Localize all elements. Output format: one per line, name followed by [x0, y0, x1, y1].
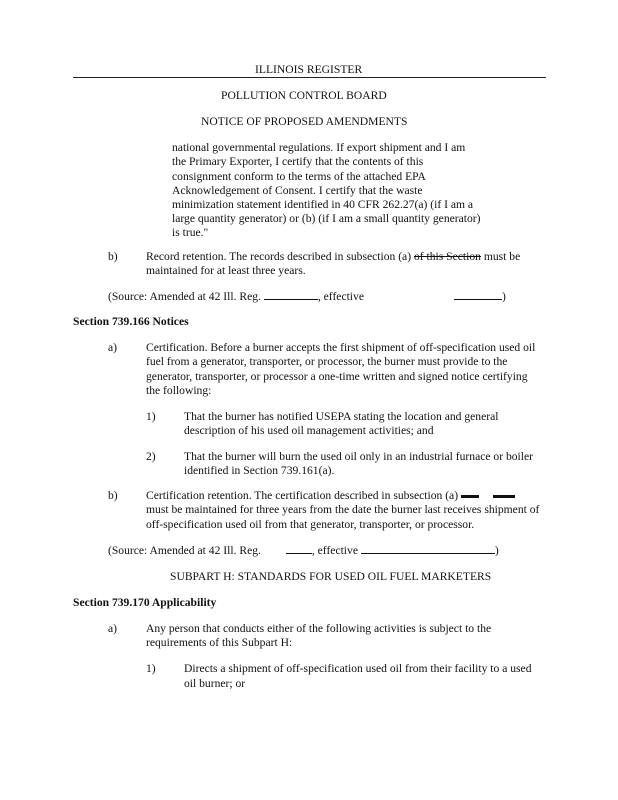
text-line: maintained for at least three years.: [146, 264, 306, 277]
text-line: oil burner; or: [184, 677, 246, 690]
item-label: b): [108, 489, 118, 502]
text-line: large quantity generator) or (b) (if I am a small quantity generator): [172, 212, 481, 225]
blank: [264, 289, 318, 300]
struck-text: of this Section: [413, 250, 481, 263]
blank: [361, 543, 495, 554]
text: must be: [480, 250, 521, 263]
text-line: [146, 489, 515, 503]
text-line: That the burner has notified USEPA stating the location and general: [184, 410, 499, 423]
item-label: a): [108, 622, 118, 635]
text: Record retention. The records described in subsection (a): [146, 250, 414, 263]
text-line: the following:: [146, 384, 212, 397]
redaction-mark: [493, 495, 515, 498]
text: (Source: Amended at 42 Ill. Reg.: [108, 290, 264, 303]
section-heading: Section 739.170 Applicability: [73, 596, 217, 609]
header-rule: [73, 77, 546, 78]
text-line: Certification. Before a burner accepts the first shipment of off-specification used oil: [146, 341, 536, 354]
text-line: Any person that conducts either of the following activities is subject to the: [146, 622, 492, 635]
redaction-mark: [461, 495, 479, 498]
text: (Source: Amended at 42 Ill. Reg.: [108, 544, 264, 557]
text-line: is true.": [172, 226, 209, 239]
text-line: identified in Section 739.161(a).: [184, 464, 335, 477]
text: ): [501, 290, 506, 303]
subpart-heading: SUBPART H: STANDARDS FOR USED OIL FUEL MARKETERS: [170, 570, 492, 583]
item-label: 2): [146, 450, 156, 463]
text-line: national governmental regulations. If export shipment and I am: [172, 141, 466, 154]
item-label: 1): [146, 410, 156, 423]
text-line: the Primary Exporter, I certify that the contents of this: [172, 155, 424, 168]
text: ): [494, 544, 499, 557]
source-note: [108, 289, 506, 304]
text-line: consignment conform to the terms of the attached EPA: [172, 170, 426, 183]
item-label: b): [108, 250, 118, 263]
board-name: POLLUTION CONTROL BOARD: [221, 89, 387, 102]
item-label: a): [108, 341, 118, 354]
record-retention-line: [146, 250, 520, 264]
text: , effective: [317, 290, 364, 303]
blank: [286, 543, 312, 554]
text-line: generator, transporter, or processor a one-time written and signed notice certifying: [146, 370, 528, 383]
text-line: description of his used oil management activities; and: [184, 424, 434, 437]
text: Certification retention. The certification described in subsection (a): [146, 489, 459, 502]
text-line: Directs a shipment of off-specification used oil from their facility to a used: [184, 662, 532, 675]
register-header: ILLINOIS REGISTER: [255, 63, 363, 76]
section-heading: Section 739.166 Notices: [73, 315, 189, 328]
text: , effective: [311, 544, 361, 557]
source-note: [108, 543, 499, 558]
text-line: minimization statement identified in 40 CFR 262.27(a) (if I am a: [172, 198, 474, 211]
text-line: must be maintained for three years from the date the burner last receives shipment of: [146, 503, 540, 516]
text-line: off-specification used oil from that generator, transporter, or processor.: [146, 518, 475, 531]
notice-title: NOTICE OF PROPOSED AMENDMENTS: [201, 115, 408, 128]
item-label: 1): [146, 662, 156, 675]
text-line: That the burner will burn the used oil only in an industrial furnace or boiler: [184, 450, 534, 463]
text-line: requirements of this Subpart H:: [146, 636, 293, 649]
text-line: fuel from a generator, transporter, or processor, the burner must provide to the: [146, 355, 508, 368]
text-line: Acknowledgement of Consent. I certify that the waste: [172, 184, 423, 197]
blank: [454, 289, 502, 300]
